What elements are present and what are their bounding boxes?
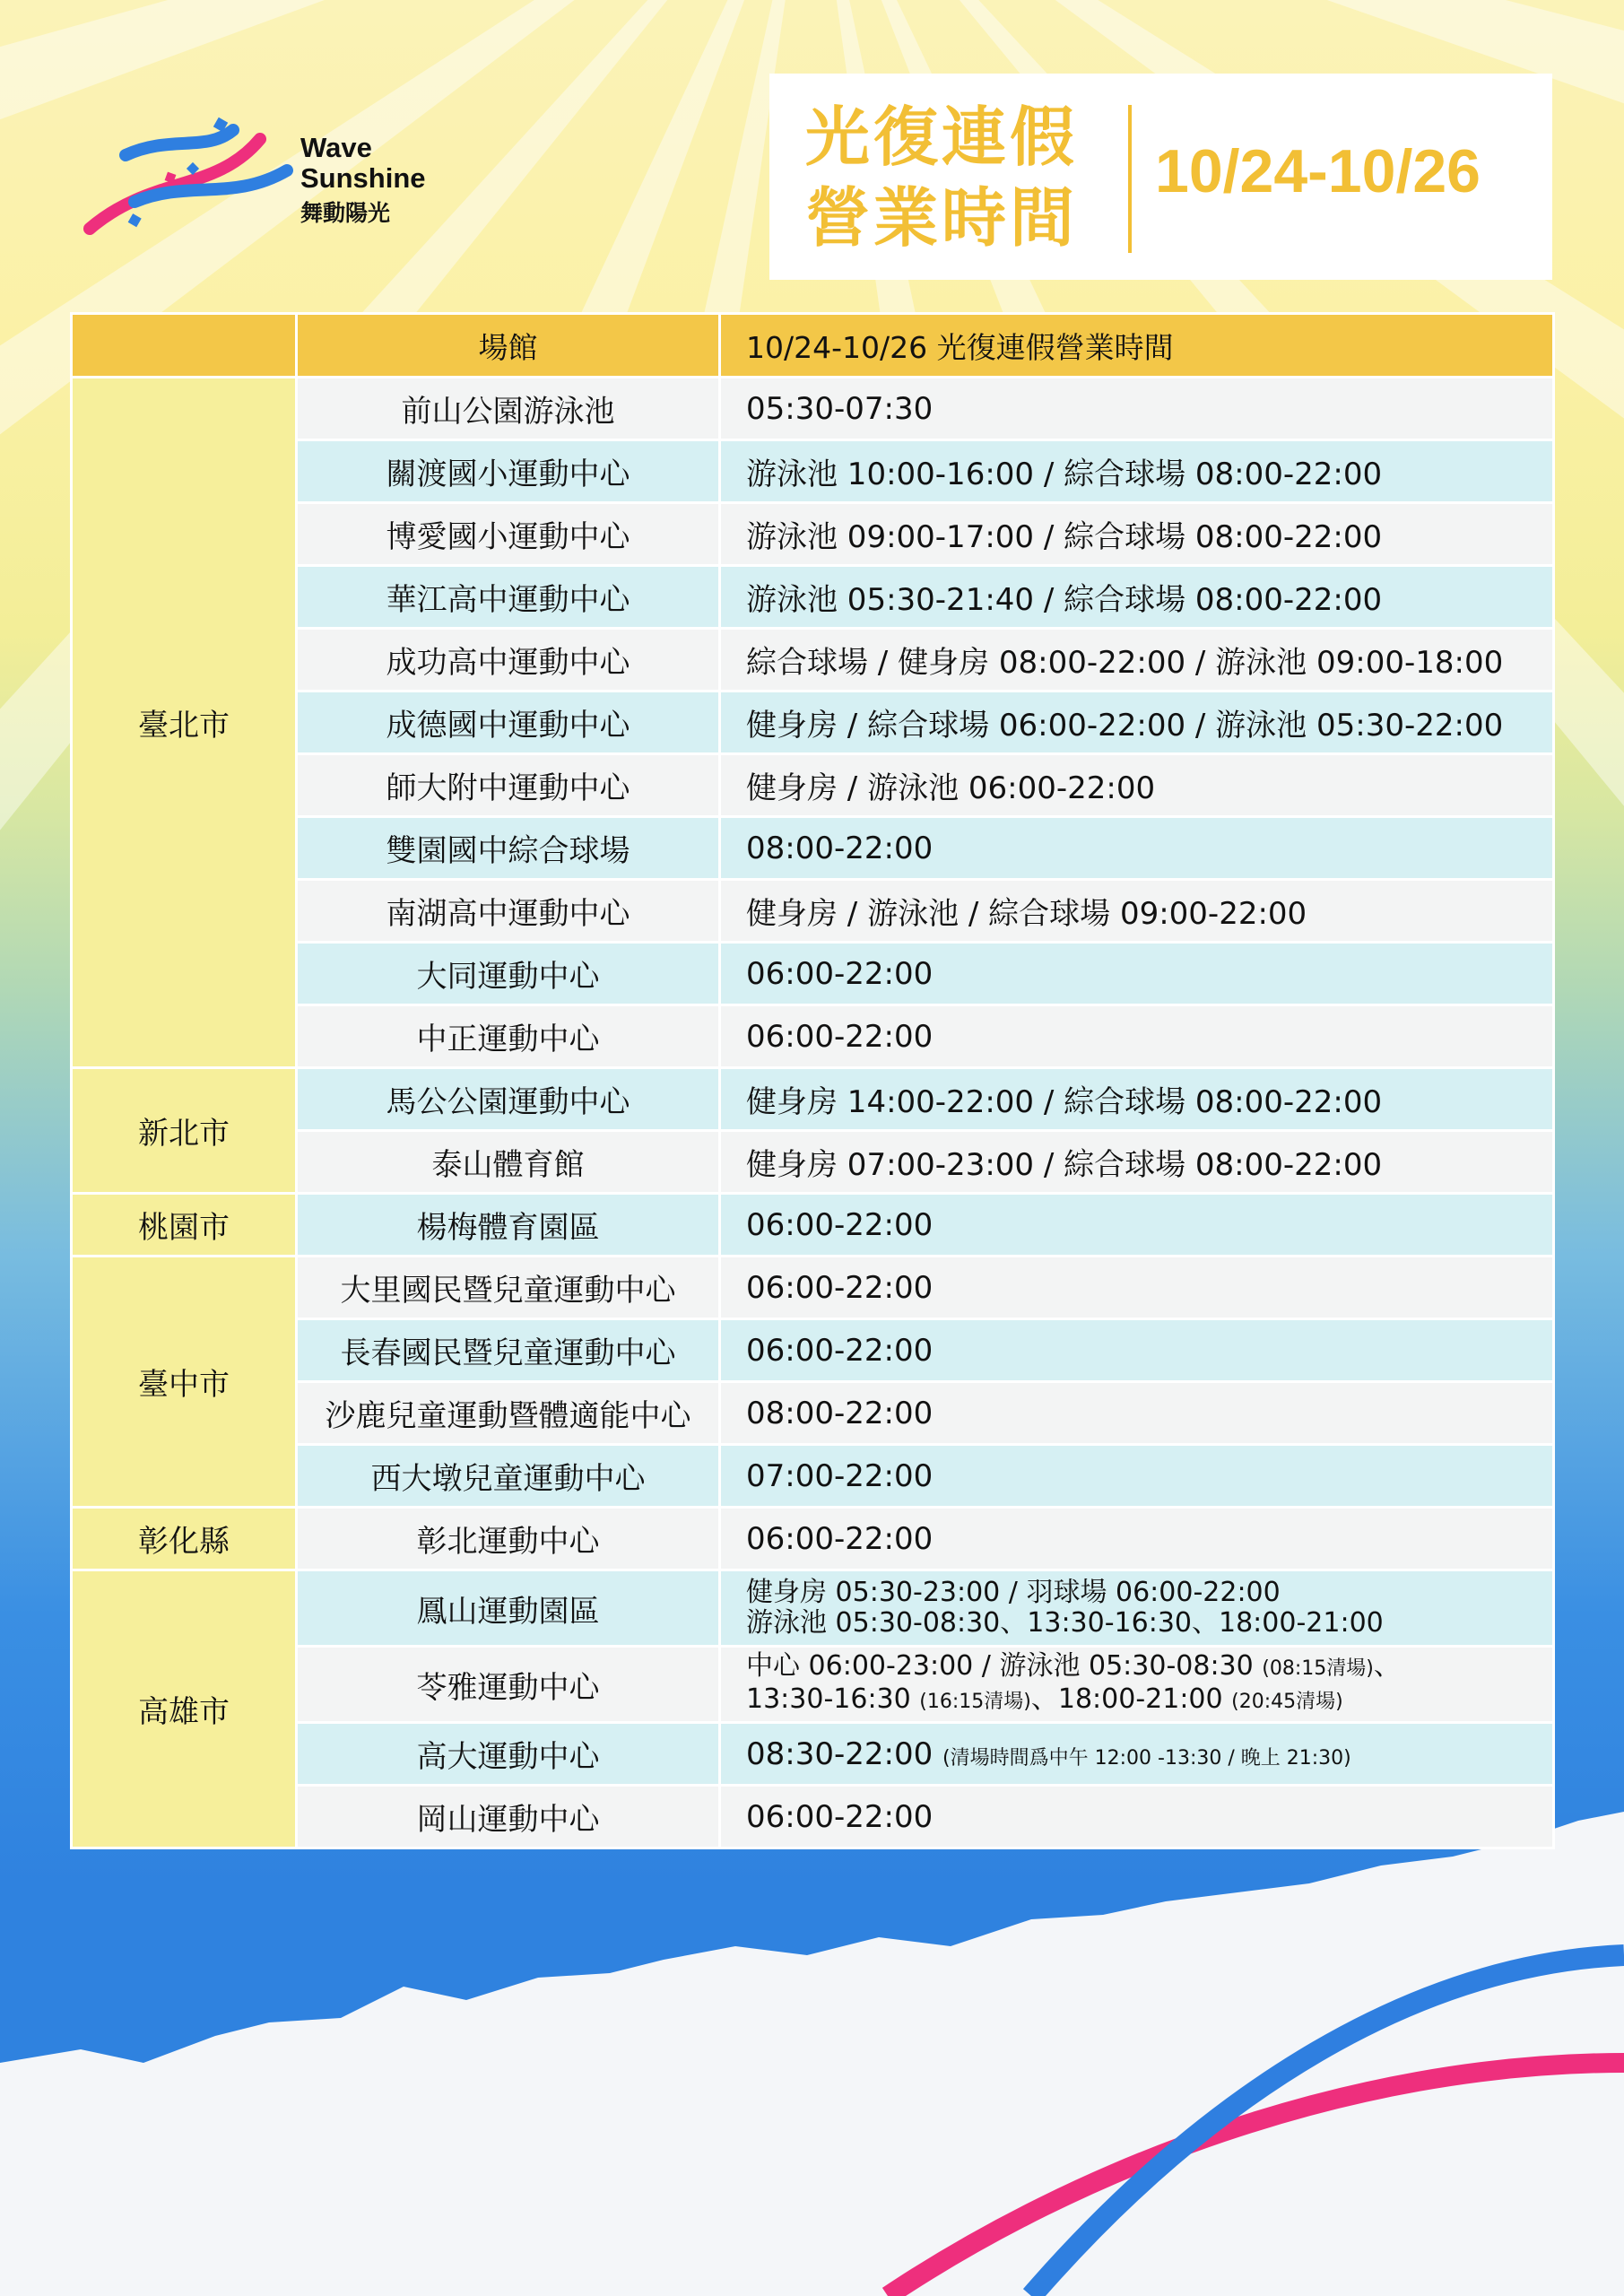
- venue-cell: 岡山運動中心: [297, 1786, 720, 1848]
- city-cell: 桃園市: [72, 1194, 297, 1257]
- table-row: [72, 1257, 1554, 1319]
- brand-name-line2: Sunshine: [300, 162, 426, 195]
- venue-cell: 華江高中運動中心: [297, 566, 720, 629]
- venue-cell: 馬公公園運動中心: [297, 1068, 720, 1131]
- clearing-note: (20:45清場): [1231, 1691, 1343, 1713]
- table-row: [72, 1068, 1554, 1131]
- torn-paper-decoration: [0, 1794, 1624, 2296]
- hours-line: 健身房 05:30-23:00 / 羽球場 06:00-22:00: [746, 1577, 1281, 1608]
- hours-cell: 08:00-22:00: [720, 1382, 1554, 1445]
- hours-cell: 06:00-22:00: [720, 1257, 1554, 1319]
- hours-line: 游泳池 05:30-08:30、13:30-16:30、18:00-21:00: [746, 1607, 1384, 1639]
- hours-line: [746, 1651, 1552, 1684]
- city-cell: 臺中市: [72, 1257, 297, 1508]
- hours-text: 08:30-22:00: [746, 1735, 943, 1772]
- venue-cell: 大同運動中心: [297, 943, 720, 1005]
- table-header-row: [72, 314, 1554, 378]
- headline-title: [805, 97, 1128, 258]
- header-time: 10/24-10/26 光復連假營業時間: [720, 314, 1554, 378]
- venue-cell: 雙園國中綜合球場: [297, 817, 720, 880]
- brand-name-line1: Wave: [300, 132, 372, 163]
- venue-cell: 成功高中運動中心: [297, 629, 720, 691]
- city-cell: 新北市: [72, 1068, 297, 1194]
- venue-cell: 苓雅運動中心: [297, 1647, 720, 1723]
- headline-title-line1: 光復連假: [805, 100, 1079, 175]
- table-row: [72, 378, 1554, 440]
- headline-divider: [1128, 105, 1132, 253]
- hours-cell: [720, 1723, 1554, 1786]
- venue-cell: 彰北運動中心: [297, 1508, 720, 1570]
- venue-cell: 師大附中運動中心: [297, 754, 720, 817]
- hours-text: 、: [1373, 1650, 1401, 1682]
- hours-cell: 游泳池 05:30-21:40 / 綜合球場 08:00-22:00: [720, 566, 1554, 629]
- header-venue: 場館: [297, 314, 720, 378]
- header-city-cell: [72, 314, 297, 378]
- hours-cell: 06:00-22:00: [720, 1194, 1554, 1257]
- city-cell: 臺北市: [72, 378, 297, 1068]
- venue-cell: 高大運動中心: [297, 1723, 720, 1786]
- hours-text: 、18:00-21:00: [1030, 1683, 1232, 1715]
- hours-cell: 健身房 / 綜合球場 06:00-22:00 / 游泳池 05:30-22:00: [720, 691, 1554, 754]
- hours-cell: 06:00-22:00: [720, 1005, 1554, 1068]
- hours-cell: 06:00-22:00: [720, 1319, 1554, 1382]
- hours-cell: 健身房 14:00-22:00 / 綜合球場 08:00-22:00: [720, 1068, 1554, 1131]
- venue-cell: 沙鹿兒童運動暨體適能中心: [297, 1382, 720, 1445]
- table-row: [72, 1194, 1554, 1257]
- hours-cell: 游泳池 09:00-17:00 / 綜合球場 08:00-22:00: [720, 503, 1554, 566]
- brand-wordmark: [300, 133, 426, 226]
- hours-cell: [720, 1570, 1554, 1647]
- city-cell: 高雄市: [72, 1570, 297, 1848]
- venue-cell: 大里國民暨兒童運動中心: [297, 1257, 720, 1319]
- hours-text: 13:30-16:30: [746, 1683, 920, 1715]
- table-row: [72, 1508, 1554, 1570]
- venue-cell: 長春國民暨兒童運動中心: [297, 1319, 720, 1382]
- headline-date-range: 10/24-10/26: [1155, 137, 1481, 205]
- opening-hours-table: [70, 312, 1555, 1849]
- clearing-note: (清場時間爲中午 12:00 -13:30 / 晚上 21:30): [942, 1746, 1351, 1770]
- venue-cell: 西大墩兒童運動中心: [297, 1445, 720, 1508]
- venue-cell: 前山公園游泳池: [297, 378, 720, 440]
- table-row: [72, 1570, 1554, 1647]
- hours-cell: 06:00-22:00: [720, 1508, 1554, 1570]
- hours-cell: 游泳池 10:00-16:00 / 綜合球場 08:00-22:00: [720, 440, 1554, 503]
- clearing-note: (08:15清場): [1262, 1657, 1374, 1680]
- venue-cell: 中正運動中心: [297, 1005, 720, 1068]
- headline-box: [769, 74, 1552, 280]
- headline-title-line2: 營業時間: [805, 180, 1079, 256]
- hours-line: [746, 1684, 1552, 1718]
- venue-cell: 鳳山運動園區: [297, 1570, 720, 1647]
- hours-cell: 綜合球場 / 健身房 08:00-22:00 / 游泳池 09:00-18:00: [720, 629, 1554, 691]
- hours-cell: 05:30-07:30: [720, 378, 1554, 440]
- city-cell: 彰化縣: [72, 1508, 297, 1570]
- hours-cell: 健身房 / 游泳池 06:00-22:00: [720, 754, 1554, 817]
- venue-cell: 博愛國小運動中心: [297, 503, 720, 566]
- venue-cell: 南湖高中運動中心: [297, 880, 720, 943]
- venue-cell: 關渡國小運動中心: [297, 440, 720, 503]
- venue-cell: 楊梅體育園區: [297, 1194, 720, 1257]
- clearing-note: (16:15清場): [919, 1691, 1031, 1713]
- venue-cell: 泰山體育館: [297, 1131, 720, 1194]
- hours-text: 中心 06:00-23:00 / 游泳池 05:30-08:30: [746, 1650, 1263, 1682]
- venue-cell: 成德國中運動中心: [297, 691, 720, 754]
- hours-cell: 健身房 / 游泳池 / 綜合球場 09:00-22:00: [720, 880, 1554, 943]
- hours-cell: 07:00-22:00: [720, 1445, 1554, 1508]
- hours-cell: 06:00-22:00: [720, 943, 1554, 1005]
- hours-cell: 06:00-22:00: [720, 1786, 1554, 1848]
- hours-cell: 08:00-22:00: [720, 817, 1554, 880]
- brand-name-zh: 舞動陽光: [300, 200, 391, 227]
- hours-cell: [720, 1647, 1554, 1723]
- hours-cell: 健身房 07:00-23:00 / 綜合球場 08:00-22:00: [720, 1131, 1554, 1194]
